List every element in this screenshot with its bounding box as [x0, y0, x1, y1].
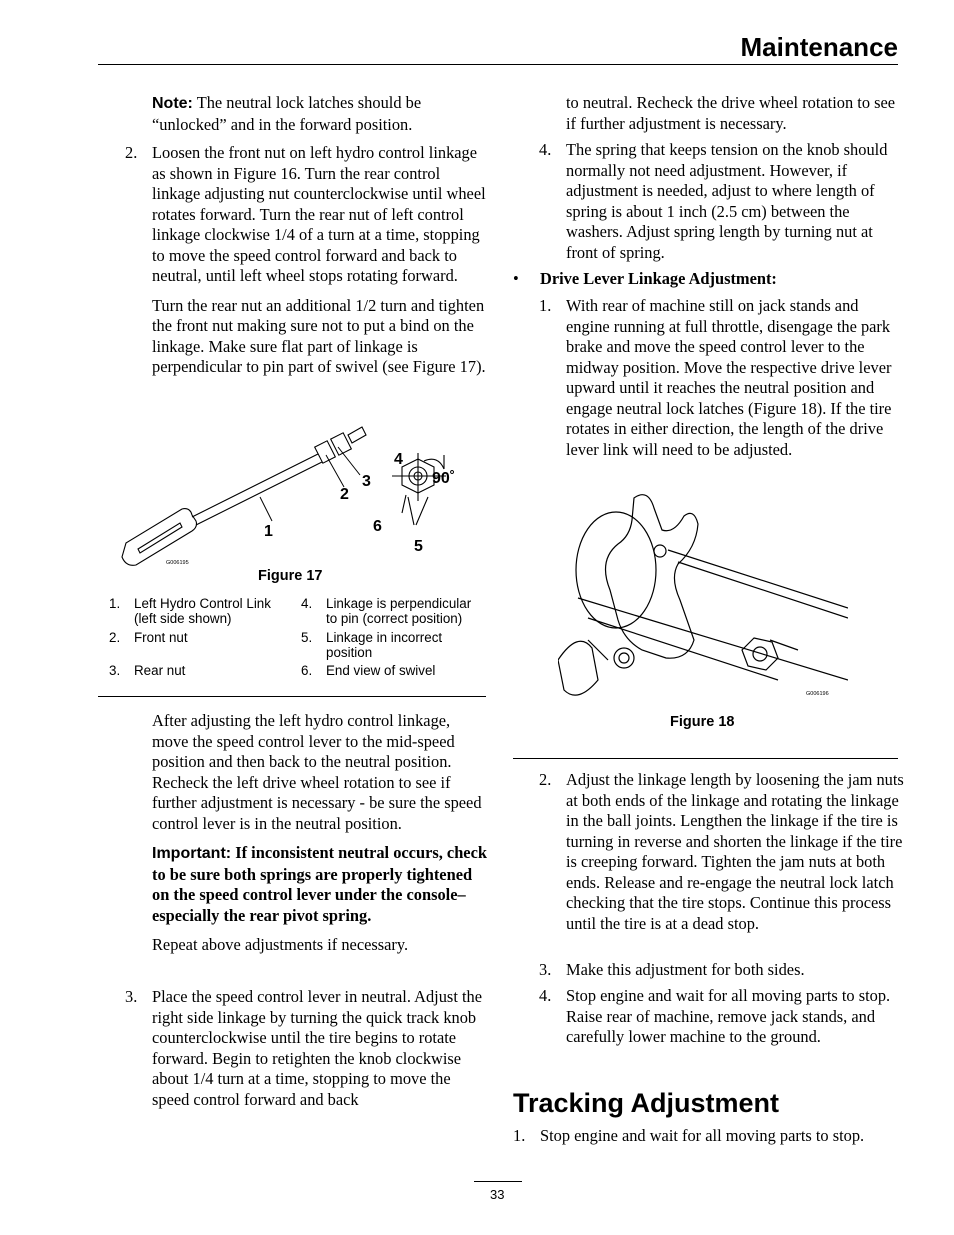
drive-step-1-text: With rear of machine still on jack stands and engine running at full throttle, disengage the park brake and move the speed control lever to the midway position. Move the respective drive lever upward until it reaches the neutral position and engage neutral lock latches (Figure 18). If the tire rotates in either direction, the length of the drive lever link will need to be adjusted.: [566, 296, 892, 459]
step-2-para2: Turn the rear nut an additional 1/2 turn and tighten the front nut making sure not to put a bind on the linkage. Make sure flat part of linkage is perpendicular to pin part of swivel (see Figure 17).: [152, 295, 486, 376]
legend-5-text: Linkage in incorrect position: [326, 630, 443, 660]
important-paragraph: [152, 843, 490, 926]
drive-step-4: [539, 986, 904, 1048]
legend-3-num: 3.: [109, 663, 121, 678]
page-header-title: Maintenance: [740, 32, 898, 62]
legend-2-num: 2.: [109, 630, 121, 645]
figure-17-legend: [109, 596, 489, 686]
figure-17-code: G006195: [166, 560, 189, 566]
drive-step-2-number: 2.: [539, 770, 552, 789]
callout-5: 5: [414, 538, 423, 555]
drive-step-3-number: 3.: [539, 960, 552, 979]
bullet-mark: •: [513, 269, 519, 288]
right-cont: [566, 93, 904, 134]
link-handle: [122, 451, 328, 565]
note-label: Note:: [152, 95, 193, 112]
drive-step-3-text: Make this adjustment for both sides.: [566, 960, 805, 979]
tracking-step-1-text: Stop engine and wait for all moving parts to stop.: [540, 1126, 865, 1145]
tracking-adjustment-heading: Tracking Adjustment: [513, 1088, 780, 1118]
legend-6-text: End view of swivel: [326, 663, 436, 678]
angle-label: 90˚: [432, 470, 456, 487]
note-text: The neutral lock latches should be “unlocked” and in the forward position.: [152, 93, 422, 134]
legend-4-num: 4.: [301, 596, 313, 611]
legend-1-text: Left Hydro Control Link (left side shown): [134, 596, 271, 626]
tracking-step-1: [513, 1126, 903, 1147]
callout-4: 4: [394, 451, 403, 468]
step-3: [125, 987, 490, 1110]
figure-17-rule: [98, 696, 486, 697]
step-2: [125, 143, 490, 378]
callout-6: 6: [373, 518, 382, 535]
note-paragraph: [152, 93, 490, 135]
header-rule: [98, 64, 898, 65]
legend-6-num: 6.: [301, 663, 313, 678]
figure-18-rule: [513, 758, 898, 759]
after-adjust-block: [152, 711, 490, 956]
figure-18-illustration: [558, 490, 848, 705]
drive-step-1-number: 1.: [539, 296, 552, 315]
drive-step-2-text: Adjust the linkage length by loosening the jam nuts at both ends of the linkage and rotating the linkage in the ball joints. Lengthen the linkage if the tire is turning in reverse and shorten the linkage if the tire is creeping forward. Tighten the jam nuts at both ends. Release and re-engage the neutral lock latch checking that the tire stops. Continue this process until the tire is at a dead stop.: [566, 770, 904, 933]
legend-4-text: Linkage is perpendicular to pin (correct position): [326, 596, 472, 626]
link-nuts: [315, 427, 366, 463]
cont-text: to neutral. Recheck the drive wheel rotation to see if further adjustment is necessary.: [566, 93, 896, 133]
step-2-text: Loosen the front nut on left hydro control linkage as shown in Figure 16. Turn the rear control linkage adjusting nut counterclockwise until wheel rotates forward. Turn the rear nut of left control linkage clockwise 1/4 of a turn at a time, stopping to move the speed control forward and back to neutral, until left wheel stops rotating forward.: [152, 143, 486, 285]
drive-step-4-text: Stop engine and wait for all moving parts to stop. Raise rear of machine, remove jack stands, and carefully lower machine to the ground.: [566, 986, 891, 1046]
step-3-number: 3.: [125, 987, 138, 1006]
important-label: Important:: [152, 845, 232, 862]
figure-17-illustration: [112, 425, 472, 575]
drive-step-1: [539, 296, 904, 460]
figure-17-caption: Figure 17: [258, 568, 323, 584]
drive-lever-title: Drive Lever Linkage Adjustment:: [540, 269, 777, 288]
legend-1-num: 1.: [109, 596, 121, 611]
left-column: [152, 93, 490, 135]
after-adjust-text: After adjusting the left hydro control linkage, move the speed control lever to the mid-speed position and then back to the neutral position. Recheck the left drive wheel rotation to see if further adjustment is necessary - be sure the speed control lever is in the neutral position.: [152, 711, 482, 833]
drive-step-2: [539, 770, 904, 934]
step-4-number: 4.: [539, 140, 552, 159]
step-4-text: The spring that keeps tension on the knob should normally not need adjustment. However, if adjustment is needed, adjust to where length of spring is about 1 inch (2.5 cm) between the washers. Adjust spring length by turning nut at front of spring.: [566, 140, 888, 262]
step-4: [539, 140, 904, 263]
important-text: If inconsistent neutral occurs, check to be sure both springs are properly tightened on the speed control lever under the console–especially the rear pivot spring.: [152, 843, 487, 925]
callout-1: 1: [264, 523, 273, 540]
drive-lever-bullet: [513, 269, 903, 290]
repeat-text: Repeat above adjustments if necessary.: [152, 935, 409, 954]
page-number: 33: [490, 1187, 505, 1202]
tracking-step-1-number: 1.: [513, 1126, 526, 1145]
drive-step-4-number: 4.: [539, 986, 552, 1005]
callout-2: 2: [340, 486, 349, 503]
footer-rule: [474, 1181, 522, 1182]
legend-5-num: 5.: [301, 630, 313, 645]
step-3-text: Place the speed control lever in neutral. Adjust the right side linkage by turning the quick track knob counterclockwise until the tire begins to rotate forward. Begin to retighten the knob clockwise about 1/4 turn at a time, stopping to move the speed control forward and back: [152, 987, 482, 1109]
step-2-number: 2.: [125, 143, 138, 162]
legend-3-text: Rear nut: [134, 663, 186, 678]
figure-18-caption: Figure 18: [670, 714, 735, 730]
callout-3: 3: [362, 473, 371, 490]
figure-18-code: G006196: [806, 691, 829, 697]
drive-step-3: [539, 960, 904, 981]
legend-2-text: Front nut: [134, 630, 188, 645]
